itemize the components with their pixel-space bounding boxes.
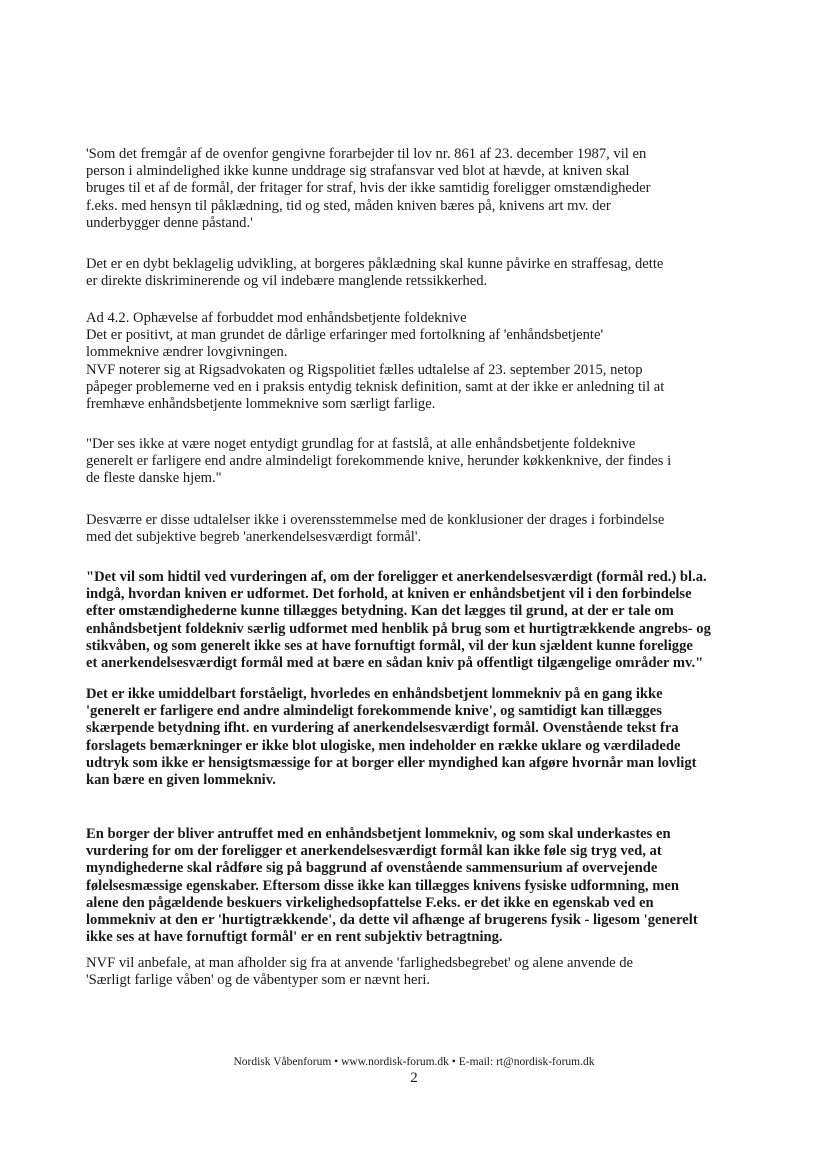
text-line: 'Som det fremgår af de ovenfor gengivne forarbejder til lov nr. 861 af 23. december 1987, vil en (86, 146, 647, 162)
text-line: 'Særligt farlige våben' og de våbentyper som er nævnt heri. (86, 972, 431, 989)
text-line: med det subjektive begreb 'anerkendelsesværdigt formål'. (86, 529, 422, 546)
text-line: NVF noterer sig at Rigsadvokaten og Rigspolitiet fælles udtalelse af 23. september 2015, netop (86, 361, 643, 378)
page-footer: Nordisk Våbenforum • www.nordisk-forum.dk • E-mail: rt@nordisk-forum.dk (233, 1056, 595, 1068)
section-heading: Ad 4.2. Ophævelse af forbuddet mod enhåndsbetjente foldeknive (86, 310, 467, 326)
paragraph-nvf-anbefaling (86, 955, 746, 989)
paragraph-quote-rigsadvokaten (86, 436, 746, 488)
text-line: skærpende betydning ifht. en vurdering af anerkendelsesværdigt formål. Ovenstående tekst fra (86, 720, 679, 737)
text-line: alene den pågældende beskuers virkelighedsopfattelse F.eks. er det ikke en egenskab ved en (86, 894, 654, 911)
text-line: forslagets bemærkninger er ikke blot ulogiske, men indeholder en række uklare og værdiladede (86, 737, 681, 754)
paragraph-ad-4-2 (86, 310, 746, 413)
text-line: efter omstændighederne kunne tillægges betydning. Kan det lægges til grund, at der er tale om (86, 603, 674, 620)
text-line: udtryk som ikke er hensigtsmæssige for at borger eller myndighed kan afgøre hvornår man lovligt (86, 754, 697, 771)
text-line: følelsesmæssige egenskaber. Eftersom disse ikke kan tillægges knivens fysiske udformning, men (86, 877, 679, 894)
text-line: et anerkendelsesværdigt formål med at bære en sådan kniv på offentligt tilgængelige områder mv." (86, 655, 704, 672)
text-line: underbygger denne påstand.' (86, 214, 253, 231)
text-line: generelt er farligere end andre almindeligt forekommende knive, herunder køkkenknive, der findes i (86, 453, 672, 470)
text-line: f.eks. med hensyn til påklædning, tid og sted, måden kniven bæres på, knivens art mv. der (86, 197, 611, 214)
text-line: person i almindelighed ikke kunne unddrage sig strafansvar ved blot at hævde, at kniven skal (86, 163, 630, 180)
text-line: Desværre er disse udtalelser ikke i overensstemmelse med de konklusioner der drages i forbindelse (86, 512, 665, 528)
text-line: fremhæve enhåndsbetjente lommeknive som særligt farlige. (86, 396, 436, 413)
paragraph-desvaerre (86, 512, 746, 546)
text-line: de fleste danske hjem." (86, 470, 222, 487)
text-line: stikvåben, og som generelt ikke ses at have fornuftigt formål, vil der kun sjældent kunne foreligge (86, 637, 693, 654)
text-line: ikke ses at have fornuftigt formål' er en rent subjektiv betragtning. (86, 929, 503, 946)
text-line: "Det vil som hidtil ved vurderingen af, om der foreligger et anerkendelsesværdigt (formål red.) bl.a. (86, 569, 707, 585)
text-line: "Der ses ikke at være noget entydigt grundlag for at fastslå, at alle enhåndsbetjente foldeknive (86, 436, 636, 452)
page-number: 2 (410, 1070, 418, 1086)
text-line: vurdering for om der foreligger et anerkendelsesværdigt formål kan ikke føle sig tryg ved, at (86, 843, 662, 860)
text-line: Det er ikke umiddelbart forståeligt, hvorledes en enhåndsbetjent lommekniv på en gang ikke (86, 686, 663, 702)
paragraph-ikke-forstaaeligt (86, 686, 746, 789)
text-line: kan bære en given lommekniv. (86, 772, 276, 789)
paragraph-paaklaedning (86, 256, 746, 290)
text-line: 'generelt er farligere end andre almindeligt forekommende knive', og samtidigt kan tillægges (86, 703, 662, 720)
text-line: Det er positivt, at man grundet de dårlige erfaringer med fortolkning af 'enhåndsbetjente' (86, 327, 604, 344)
text-line: er direkte diskriminerende og vil indebære manglende retssikkerhed. (86, 273, 488, 290)
text-line: påpeger problemerne ved en i praksis entydig teknisk definition, samt at der ikke er anledning til at (86, 378, 665, 395)
text-line: indgå, hvordan kniven er udformet. Det forhold, at kniven er enhåndsbetjent vil i den forbindelse (86, 586, 692, 603)
text-line: lommeknive ændrer lovgivningen. (86, 344, 288, 361)
paragraph-quote-forarbejder (86, 146, 746, 232)
text-line: lommekniv at den er 'hurtigtrækkende', da dette vil afhænge af brugerens fysik - ligesom 'generelt (86, 912, 698, 929)
text-line: En borger der bliver antruffet med en enhåndsbetjent lommekniv, og som skal underkastes en (86, 826, 671, 842)
text-line: NVF vil anbefale, at man afholder sig fra at anvende 'farlighedsbegrebet' og alene anvende de (86, 955, 634, 971)
text-line: Det er en dybt beklagelig udvikling, at borgeres påklædning skal kunne påvirke en straffesag, dette (86, 256, 664, 272)
paragraph-borger-antruffet (86, 826, 746, 946)
text-line: bruges til et af de formål, der fritager for straf, hvis der ikke samtidig foreligger omstændigheder (86, 180, 651, 197)
paragraph-quote-bemaerkninger (86, 569, 746, 672)
text-line: myndighederne skal rådføre sig på baggrund af ovenstående sammensurium af overvejende (86, 860, 658, 877)
text-line: enhåndsbetjent foldekniv særlig udformet med henblik på brug som et hurtigtrækkende angrebs- og (86, 620, 711, 637)
